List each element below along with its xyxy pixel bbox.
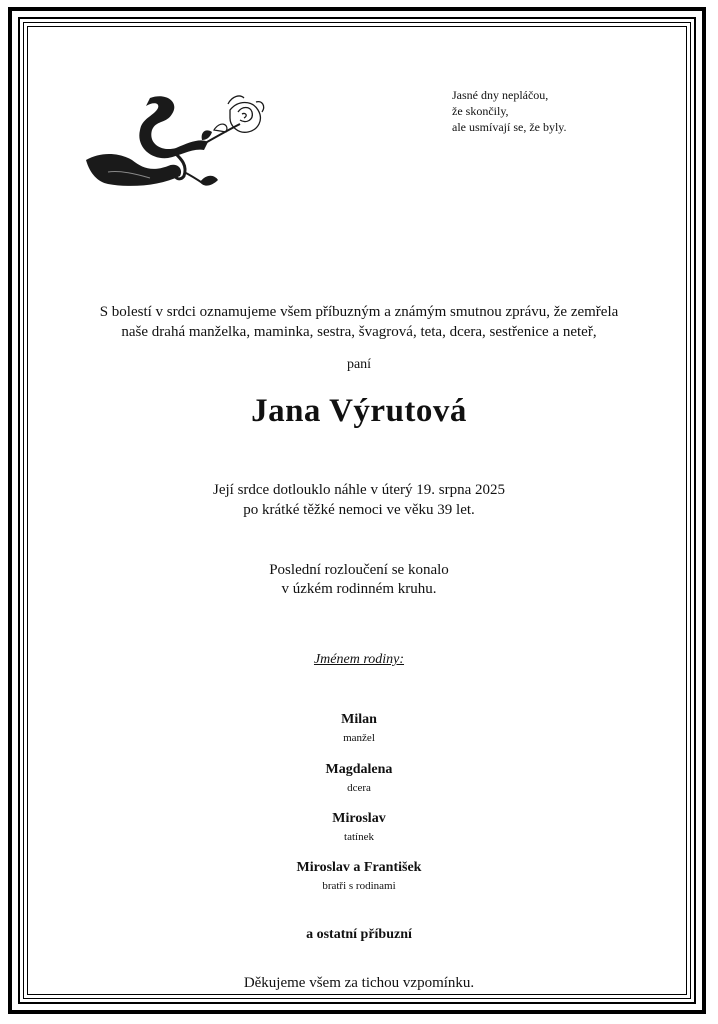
- poem-line: ale usmívají se, že byly.: [452, 120, 567, 134]
- farewell-notice: [0, 561, 718, 599]
- other-relatives: a ostatní příbuzní: [306, 927, 412, 942]
- farewell-line: v úzkém rodinném kruhu.: [281, 581, 437, 597]
- poem-line: že skončily,: [452, 104, 509, 118]
- announcement-line: naše drahá manželka, maminka, sestra, švagrová, teta, dcera, sestřenice a neteř,: [121, 324, 597, 340]
- farewell-line: Poslední rozloučení se konalo: [269, 562, 449, 578]
- poem-verse: [452, 87, 567, 135]
- mourner: [0, 860, 718, 892]
- mourner-relation: tatínek: [344, 831, 374, 843]
- thanks-line: Děkujeme všem za tichou vzpomínku.: [243, 975, 475, 991]
- mourner-name: Magdalena: [325, 762, 393, 777]
- deceased-name: Jana Výrutová: [251, 393, 467, 429]
- death-notice-line: Její srdce dotlouklo náhle v úterý 19. srpna 2025: [212, 482, 506, 498]
- announcement-text: [0, 302, 718, 342]
- on-behalf-heading: Jménem rodiny:: [313, 652, 405, 667]
- mourner: [0, 712, 718, 744]
- rose-ribbon-icon: [80, 90, 270, 200]
- poem-line: Jasné dny nepláčou,: [452, 88, 549, 102]
- mourner-name: Miroslav: [332, 811, 386, 826]
- mourner-relation: manžel: [343, 732, 375, 744]
- mourner-relation: dcera: [347, 782, 371, 794]
- death-notice-line: po krátké těžké nemoci ve věku 39 let.: [243, 502, 475, 518]
- honorific: paní: [346, 357, 372, 372]
- death-notice: [0, 480, 718, 520]
- mourner-relation: bratři s rodinami: [322, 880, 396, 892]
- mourner: [0, 811, 718, 843]
- announcement-line: S bolestí v srdci oznamujeme všem příbuzným a známým smutnou zprávu, že zemřela: [99, 304, 619, 320]
- mourner-name: Miroslav a František: [296, 860, 422, 875]
- mourner: [0, 762, 718, 794]
- mourner-name: Milan: [341, 712, 377, 727]
